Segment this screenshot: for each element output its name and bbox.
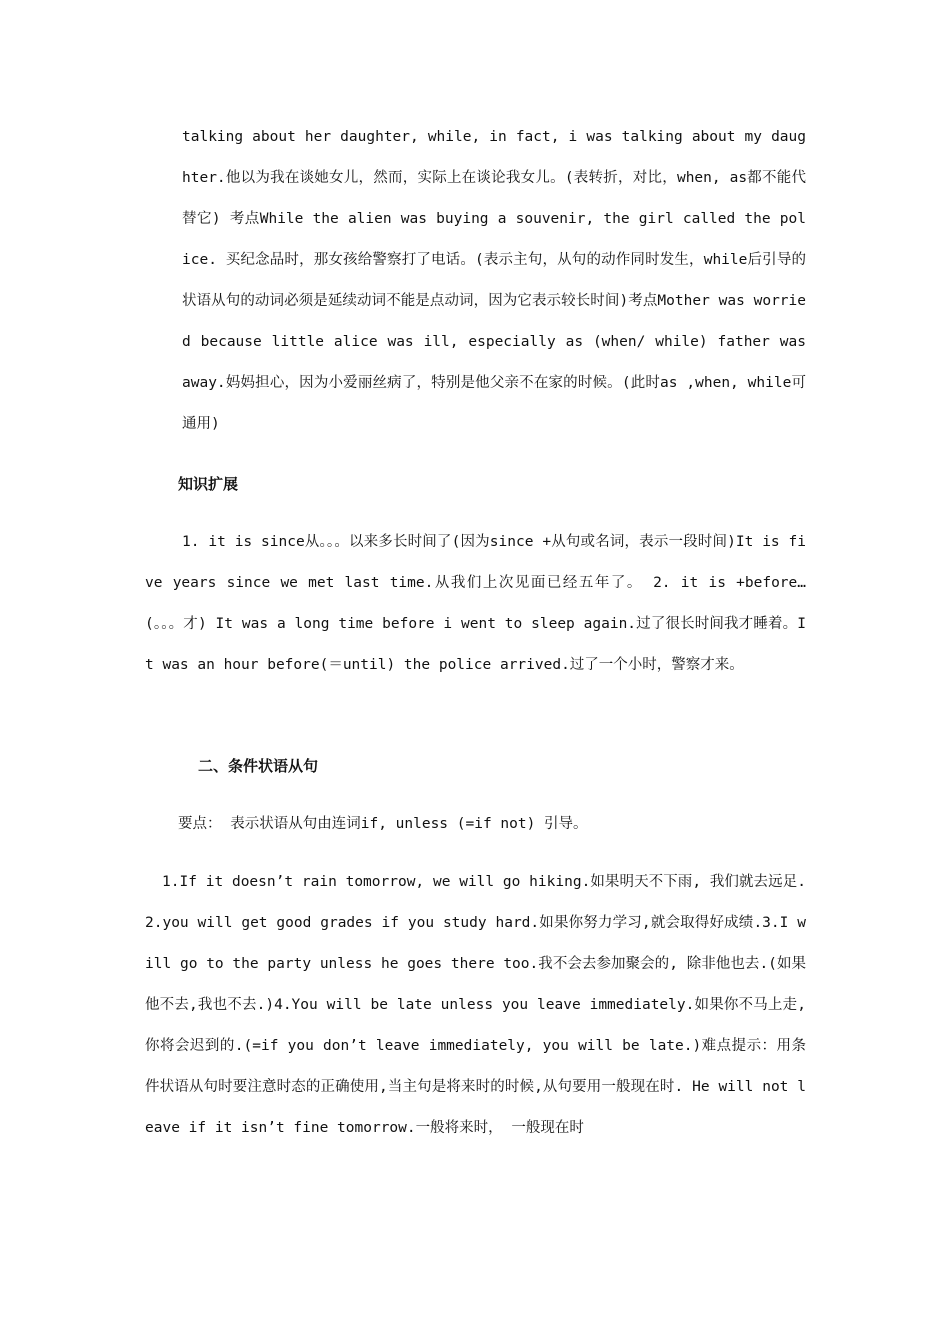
section-heading-conditional-clause: 二、条件状语从句 [198, 757, 319, 775]
paragraph-while-usage: talking about her daughter, while, in fact, i was talking about my daughter.他以为我在谈她女儿，然而，实际上在谈论我女儿。(表转折，对比，when, as都不能代替它) 考点While the alien was buying a souvenir, the girl called the police. 买纪念品时，那女孩给警察打了电话。(表示主句，从句的动作同时发生，while后引导的状语从句的动词必须是延续动词不能是点动词，因为它表示较长时间)考点Mother was worried because little alice was ill, especially as (when/ while) father was away.妈妈担心，因为小爱丽丝病了，特别是他父亲不在家的时候。(此时as ,when, while可通用) [182, 129, 806, 432]
paragraph-conditional-examples: 1.If it doesn’t rain tomorrow, we will go hiking.如果明天不下雨, 我们就去远足.2.you will get good grades if you study hard.如果你努力学习,就会取得好成绩.3.I will go to the party unless he goes there too.我不会去参加聚会的, 除非他也去.(如果他不去,我也不去.)4.You will be late unless you leave immediately.如果你不马上走,你将会迟到的.(=if you don’t leave immediately, you will be late.)难点提示：用条件状语从句时要注意时态的正确使用,当主句是将来时的时候,从句要用一般现在时. He will not leave if it isn’t fine tomorrow.一般将来时， 一般现在时 [145, 874, 806, 1136]
paragraph-it-is-since: 1. it is since从。。。以来多长时间了(因为since +从句或名词，表示一段时间)It is five years since we met last time.从我们上次见面已经五年了。 2. it is +before…(。。。才) It was a long time before i went to sleep again.过了很长时间我才睡着。It was an hour before(＝until) the police arrived.过了一个小时，警察才来。 [145, 534, 806, 673]
section-heading-knowledge-extension: 知识扩展 [178, 475, 239, 493]
paragraph-key-point: 要点： 表示状语从句由连词if, unless (=if not) 引导。 [178, 816, 588, 832]
